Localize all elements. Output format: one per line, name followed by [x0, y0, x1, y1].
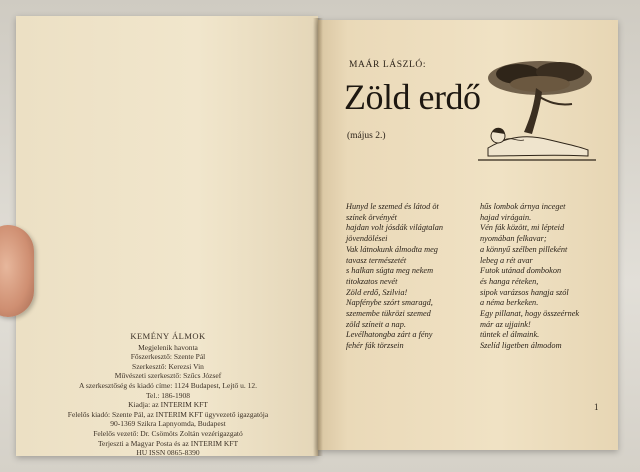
poem-line: sipok varázsos hangja szól — [480, 287, 569, 297]
poem-line: titokzatos nevét — [346, 276, 398, 286]
poem-line: hajdan volt jósdák világtalan — [346, 223, 444, 233]
issn-line: HU ISSN 0865-8390 — [136, 448, 200, 458]
imprint-line: A szerkesztőség és kiadó címe: 1124 Budapest, Lejtő u. 12. — [78, 380, 257, 390]
imprint-line: Megjelenik havonta — [138, 342, 198, 352]
poem-line: zöld színeit a nap. — [346, 319, 406, 329]
poem-line: hajad virágain. — [480, 212, 532, 222]
poem-author: MAÁR LÁSZLÓ: — [349, 60, 427, 70]
poem-line: tavasz természetét — [346, 255, 407, 265]
poem-line: Levélhatongba zárt a fény — [346, 330, 433, 340]
poem-line: s halkan súgta meg nekem — [346, 266, 434, 276]
poem-line: lebeg a rét avar — [480, 255, 533, 265]
poem-line: szemembe tükrözi szemed — [346, 309, 431, 319]
poem-line: a könnyű szélben pilleként — [480, 244, 568, 254]
poem-line: Napfénybe szórt smaragd, — [346, 298, 433, 308]
poem-line: nyomában felkavar; — [480, 234, 547, 244]
imprint-line: Szerkesztő: Kerezsi Vin — [132, 361, 204, 371]
holding-finger — [0, 225, 34, 317]
page-number: 1 — [594, 402, 599, 412]
poem-line: tüntek el álmaink. — [480, 330, 540, 340]
poem-title: Zöld erdő — [344, 77, 481, 117]
book-gutter — [313, 18, 323, 456]
poem-line: Vén fák között, mi lépteid — [480, 223, 565, 233]
imprint-line: 90-1369 Szikra Lapnyomda, Budapest — [110, 419, 226, 429]
imprint-line: Terjeszti a Magyar Posta és az INTERIM KFT — [97, 438, 239, 448]
poem-line: Egy pillanat, hogy összeérnek — [480, 309, 580, 319]
poem-line: Szelíd ligetben álmodom — [480, 341, 562, 351]
tree-illustration — [478, 56, 596, 166]
poem-left-column — [346, 202, 472, 352]
poem-right-column — [480, 202, 606, 352]
poem-line: Hunyd le szemed és látod öt — [346, 202, 439, 211]
poem-line: és hanga réteken, — [480, 276, 539, 286]
imprint-line: Főszerkesztő: Szente Pál — [130, 352, 206, 362]
imprint-line: Tel.: 186-1908 — [145, 390, 191, 400]
poem-line: Vak látnokunk álmodta meg — [346, 244, 438, 254]
poem-line: színek örvényét — [346, 212, 397, 222]
imprint-line: Művészeti szerkesztő: Szűcs József — [114, 371, 222, 381]
poem-line: fehér fák törzsein — [346, 341, 404, 351]
poem-line: jövendölései — [346, 234, 388, 244]
imprint-line: Felelős vezető: Dr. Csömöts Zoltán vezérigazgató — [93, 428, 243, 438]
poem-line: a néma berkeken. — [480, 298, 539, 308]
imprint-line: Kiadja: az INTERIM KFT — [128, 400, 208, 410]
poem-line: Zöld erdő, Szilvia! — [346, 287, 408, 297]
poem-date: (május 2.) — [347, 131, 386, 141]
magazine-title: KEMÉNY ÁLMOK — [130, 331, 206, 341]
imprint-line: Felelős kiadó: Szente Pál, az INTERIM KFT ügyvezető igazgatója — [67, 409, 269, 419]
imprint-block — [46, 332, 290, 458]
poem-line: Futok utánad dombokon — [480, 266, 562, 276]
poem-line: már az ujjaink! — [480, 319, 531, 329]
poem-line: hűs lombok árnya inceget — [480, 202, 566, 211]
